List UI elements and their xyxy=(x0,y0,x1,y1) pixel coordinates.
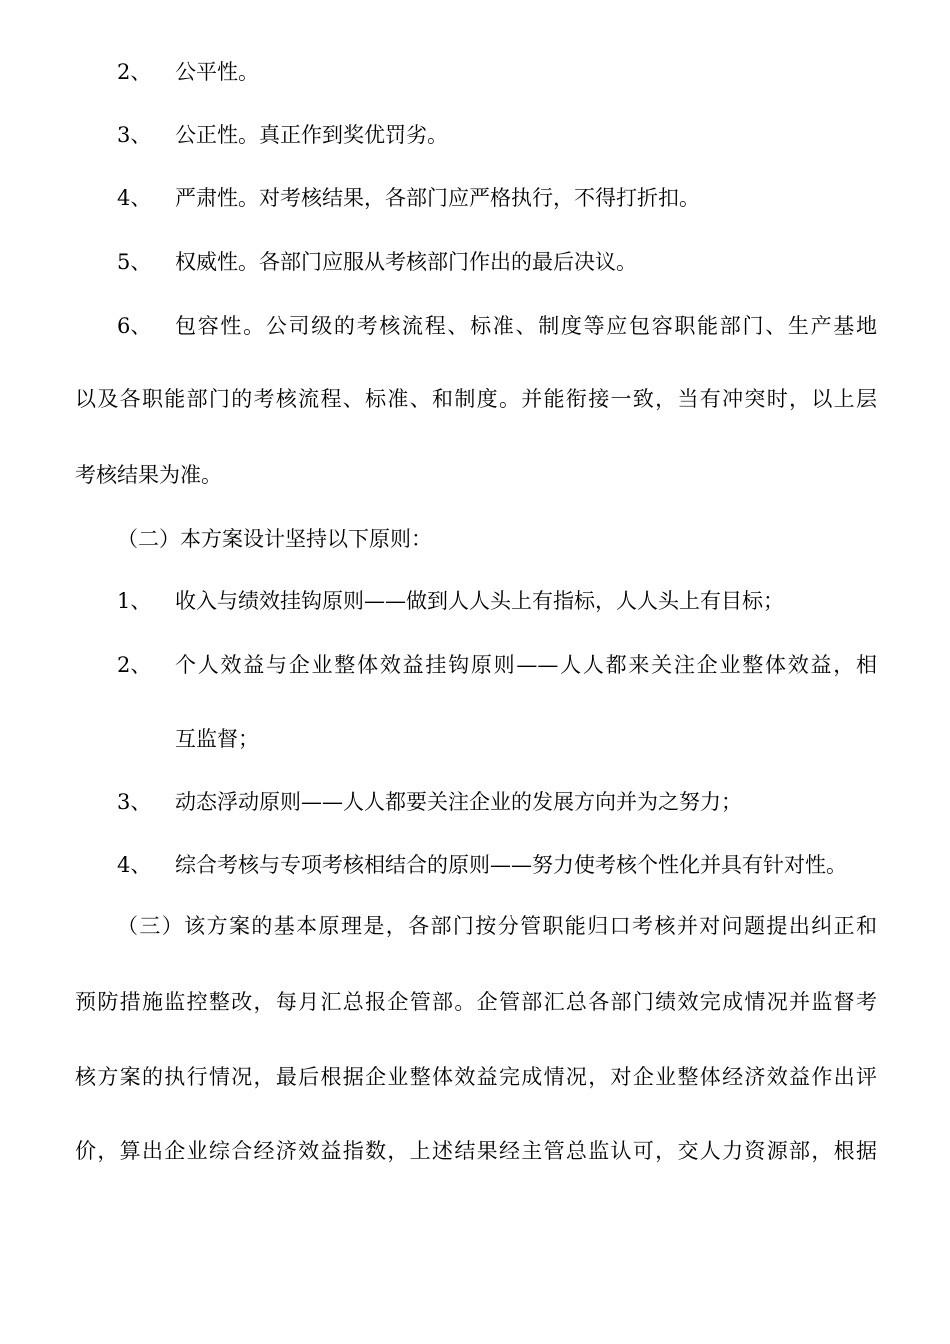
list-text: 公平性。 xyxy=(175,60,259,84)
list-number: 6、 xyxy=(117,314,152,338)
list-text: 公正性。真正作到奖优罚劣。 xyxy=(175,123,448,147)
list-number: 1、 xyxy=(117,589,152,613)
paragraph-line: 以及各职能部门的考核流程、标准、和制度。并能衔接一致，当有冲突时，以上层 xyxy=(75,387,877,411)
list-number: 5、 xyxy=(117,250,152,274)
list-text: 收入与绩效挂钩原则——做到人人头上有指标，人人头上有目标； xyxy=(175,589,784,613)
list-text: 权威性。各部门应服从考核部门作出的最后决议。 xyxy=(175,250,637,274)
section-heading: （二）本方案设计坚持以下原则： xyxy=(117,527,432,551)
list-text: 严肃性。对考核结果，各部门应严格执行，不得打折扣。 xyxy=(175,186,700,210)
list-text: 动态浮动原则——人人都要关注企业的发展方向并为之努力； xyxy=(175,790,742,814)
list-number: 3、 xyxy=(117,123,152,147)
list-text: 个人效益与企业整体效益挂钩原则——人人都来关注企业整体效益，相 xyxy=(175,653,877,677)
paragraph-line: 核方案的执行情况，最后根据企业整体效益完成情况，对企业整体经济效益作出评 xyxy=(75,1065,877,1089)
list-text: 包容性。公司级的考核流程、标准、制度等应包容职能部门、生产基地 xyxy=(175,314,877,338)
list-text-continued: 互监督； xyxy=(175,727,259,751)
paragraph-line: 预防措施监控整改，每月汇总报企管部。企管部汇总各部门绩效完成情况并监督考 xyxy=(75,990,877,1014)
list-text: 综合考核与专项考核相结合的原则——努力使考核个性化并具有针对性。 xyxy=(175,853,847,877)
list-number: 4、 xyxy=(117,853,152,877)
list-number: 2、 xyxy=(117,60,152,84)
list-number: 4、 xyxy=(117,186,152,210)
paragraph-line: 考核结果为准。 xyxy=(75,463,222,487)
section-heading-paragraph: （三）该方案的基本原理是，各部门按分管职能归口考核并对问题提出纠正和 xyxy=(117,914,877,938)
list-number: 3、 xyxy=(117,790,152,814)
paragraph-line: 价，算出企业综合经济效益指数，上述结果经主管总监认可，交人力资源部，根据 xyxy=(75,1139,877,1163)
list-number: 2、 xyxy=(117,653,152,677)
